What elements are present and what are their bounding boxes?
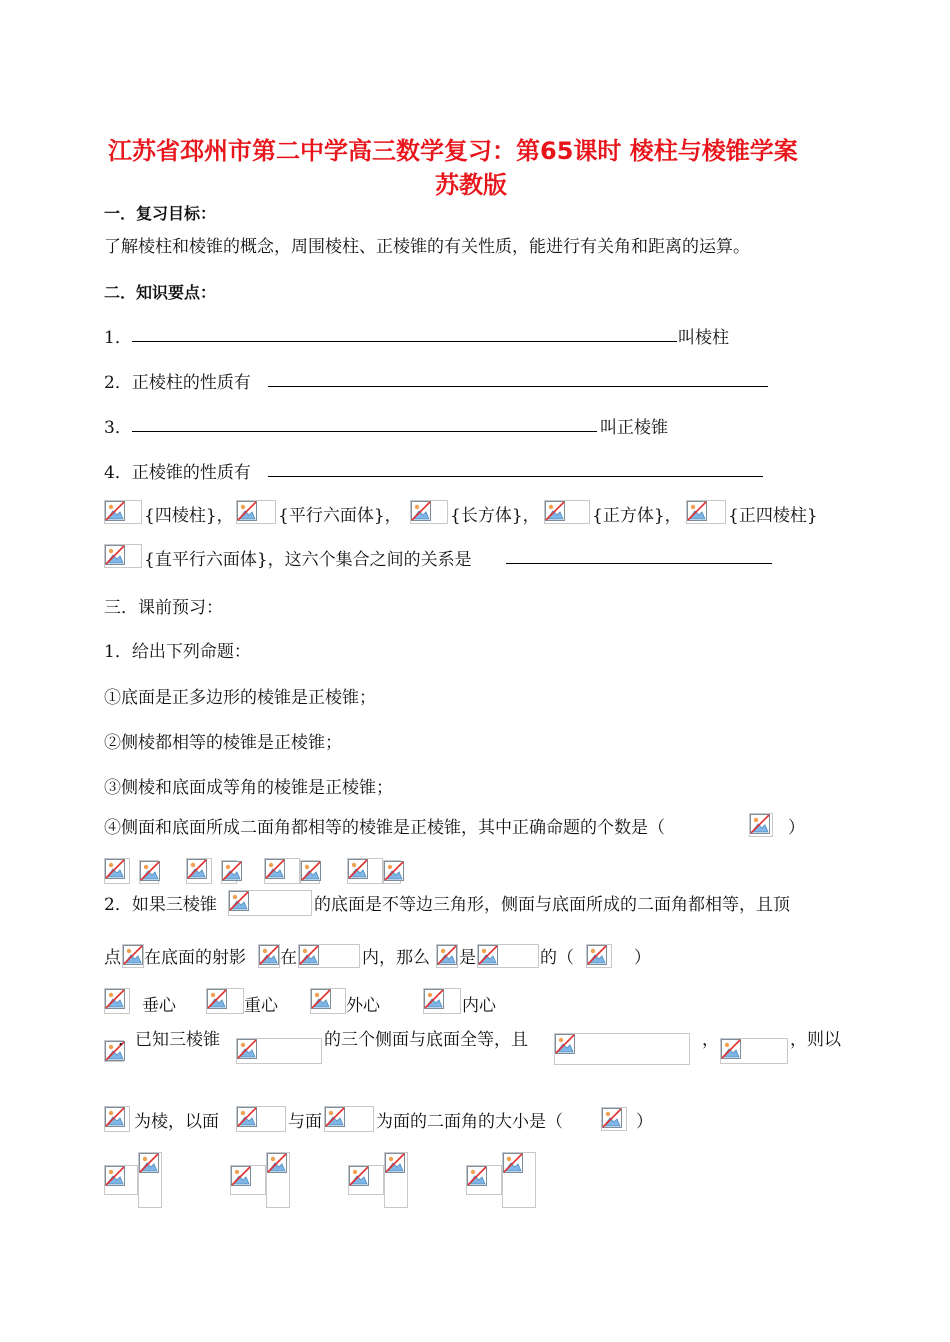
image-placeholder	[104, 988, 130, 1014]
q2-text-i: ）	[634, 948, 651, 968]
broken-image-icon	[105, 1166, 125, 1186]
image-placeholder	[139, 860, 159, 884]
item4-blank	[268, 476, 763, 477]
image-placeholder	[410, 500, 448, 524]
proposition-4: ④侧面和底面所成二面角都相等的棱锥是正棱锥，其中正确命题的个数是（	[104, 818, 665, 838]
item3-suffix: 叫正棱锥	[600, 418, 668, 438]
image-placeholder	[122, 944, 144, 968]
image-placeholder	[749, 813, 773, 837]
item3-number: 3．	[104, 418, 132, 438]
image-placeholder	[228, 890, 312, 916]
image-placeholder	[186, 858, 212, 884]
q3-text-f: 与面	[288, 1112, 322, 1132]
image-placeholder	[554, 1033, 690, 1065]
image-placeholder	[310, 988, 346, 1014]
proposition-2: ②侧棱都相等的棱锥是正棱锥；	[104, 733, 342, 753]
q2-text-b: 的底面是不等边三角形，侧面与底面所成的二面角都相等，且顶	[314, 895, 790, 915]
proposition-1: ①底面是正多边形的棱锥是正棱锥；	[104, 688, 376, 708]
broken-image-icon	[385, 1153, 405, 1173]
broken-image-icon	[478, 945, 498, 965]
broken-image-icon	[325, 1107, 345, 1127]
image-placeholder	[423, 988, 461, 1014]
image-placeholder	[383, 860, 401, 884]
broken-image-icon	[265, 859, 285, 879]
broken-image-icon	[237, 1039, 257, 1059]
broken-image-icon	[140, 861, 160, 881]
image-placeholder	[466, 1165, 502, 1195]
q2-text-d: 在底面的射影	[144, 948, 246, 968]
image-placeholder	[686, 500, 726, 524]
broken-image-icon	[105, 501, 125, 521]
item1-blank	[132, 341, 677, 342]
q3-text-b: 的三个侧面与底面全等，且	[324, 1030, 528, 1050]
broken-image-icon	[259, 945, 279, 965]
paren-close: ）	[788, 818, 805, 838]
image-placeholder	[104, 500, 142, 524]
q2-text-e: 在	[280, 948, 297, 968]
image-placeholder	[586, 944, 612, 968]
q2-option-label: 垂心	[142, 996, 176, 1016]
image-placeholder	[104, 1106, 130, 1132]
q2-text-c: 点	[104, 948, 121, 968]
set-label: {平行六面体}，	[278, 506, 402, 526]
broken-image-icon	[105, 859, 125, 879]
broken-image-icon	[467, 1166, 487, 1186]
q3-text-g: 为面的二面角的大小是（	[376, 1112, 563, 1132]
broken-image-icon	[237, 501, 257, 521]
item2-blank	[268, 386, 768, 387]
broken-image-icon	[299, 945, 319, 965]
q2-option-label: 内心	[462, 996, 496, 1016]
image-placeholder	[298, 944, 360, 968]
broken-image-icon	[229, 891, 249, 911]
item2-prefix: 2．正棱柱的性质有	[104, 373, 251, 393]
set-label: {正四棱柱}	[728, 506, 818, 526]
q3-text-c: ，	[702, 1030, 719, 1050]
image-placeholder	[544, 500, 590, 524]
broken-image-icon	[301, 861, 321, 881]
broken-image-icon	[602, 1108, 622, 1128]
q2-text-f: 内，那么	[362, 948, 430, 968]
broken-image-icon	[349, 1166, 369, 1186]
image-placeholder	[236, 500, 276, 524]
broken-image-icon	[105, 989, 125, 1009]
broken-image-icon	[503, 1153, 523, 1173]
section2-heading: 二．知识要点：	[104, 283, 217, 302]
q3-text-d: ，则以	[790, 1030, 841, 1050]
q1-intro: 1．给出下列命题：	[104, 642, 251, 662]
broken-image-icon	[187, 859, 207, 879]
set-label: {长方体}，	[450, 506, 540, 526]
image-placeholder	[477, 944, 539, 968]
broken-image-icon	[750, 814, 770, 834]
broken-image-icon	[721, 1039, 741, 1059]
broken-image-icon	[123, 945, 143, 965]
image-placeholder	[221, 860, 237, 884]
q2-text-g: 是	[459, 948, 476, 968]
page-title-line2: 苏教版	[435, 171, 507, 199]
image-placeholder	[384, 1152, 408, 1208]
broken-image-icon	[411, 501, 431, 521]
image-placeholder	[300, 860, 320, 884]
image-placeholder	[502, 1152, 536, 1208]
image-placeholder	[104, 544, 142, 568]
broken-image-icon	[207, 989, 227, 1009]
sets-line2: {直平行六面体}，这六个集合之间的关系是	[144, 550, 472, 570]
section3-heading: 三．课前预习：	[104, 598, 223, 618]
broken-image-icon	[267, 1153, 287, 1173]
image-placeholder	[266, 1152, 290, 1208]
item4-prefix: 4．正棱锥的性质有	[104, 463, 251, 483]
image-placeholder	[104, 858, 130, 884]
section1-heading: 一．复习目标：	[104, 204, 217, 223]
item1-number: 1．	[104, 328, 132, 348]
image-placeholder	[324, 1106, 374, 1132]
broken-image-icon	[311, 989, 331, 1009]
q3-text-e: 为棱，以面	[134, 1112, 219, 1132]
image-placeholder	[347, 858, 383, 884]
image-placeholder	[258, 944, 280, 968]
set-label: {四棱柱}，	[144, 506, 234, 526]
image-placeholder	[230, 1165, 266, 1195]
broken-image-icon	[587, 945, 607, 965]
image-placeholder	[348, 1165, 384, 1195]
q3-text-a: ．已知三棱锥	[118, 1030, 220, 1050]
image-placeholder	[236, 1038, 322, 1064]
broken-image-icon	[348, 859, 368, 879]
broken-image-icon	[384, 861, 404, 881]
q2-option-label: 重心	[244, 996, 278, 1016]
q2-text-a: 2．如果三棱锥	[104, 895, 217, 915]
section1-text: 了解棱柱和棱锥的概念，周围棱柱、正棱锥的有关性质，能进行有关角和距离的运算。	[104, 237, 750, 257]
image-placeholder	[138, 1152, 162, 1208]
broken-image-icon	[545, 501, 565, 521]
broken-image-icon	[687, 501, 707, 521]
item1-suffix: 叫棱柱	[678, 328, 729, 348]
image-placeholder	[104, 1165, 138, 1195]
broken-image-icon	[222, 861, 242, 881]
image-placeholder	[601, 1107, 627, 1131]
q2-option-label: 外心	[346, 996, 380, 1016]
proposition-3: ③侧棱和底面成等角的棱锥是正棱锥；	[104, 778, 393, 798]
q2-text-h: 的（	[540, 948, 574, 968]
broken-image-icon	[437, 945, 457, 965]
image-placeholder	[236, 1106, 286, 1132]
broken-image-icon	[139, 1153, 159, 1173]
q3-text-h: ）	[636, 1112, 653, 1132]
set-label: {正方体}，	[592, 506, 682, 526]
page-title-line1: 江苏省邳州市第二中学高三数学复习：第65课时 棱柱与棱锥学案	[108, 137, 798, 165]
sets-blank	[506, 563, 772, 564]
broken-image-icon	[555, 1034, 575, 1054]
broken-image-icon	[105, 545, 125, 565]
broken-image-icon	[424, 989, 444, 1009]
item3-blank	[132, 431, 597, 432]
image-placeholder	[436, 944, 458, 968]
image-placeholder	[264, 858, 300, 884]
broken-image-icon	[231, 1166, 251, 1186]
broken-image-icon	[105, 1107, 125, 1127]
image-placeholder	[720, 1038, 788, 1064]
broken-image-icon	[237, 1107, 257, 1127]
image-placeholder	[206, 988, 244, 1014]
